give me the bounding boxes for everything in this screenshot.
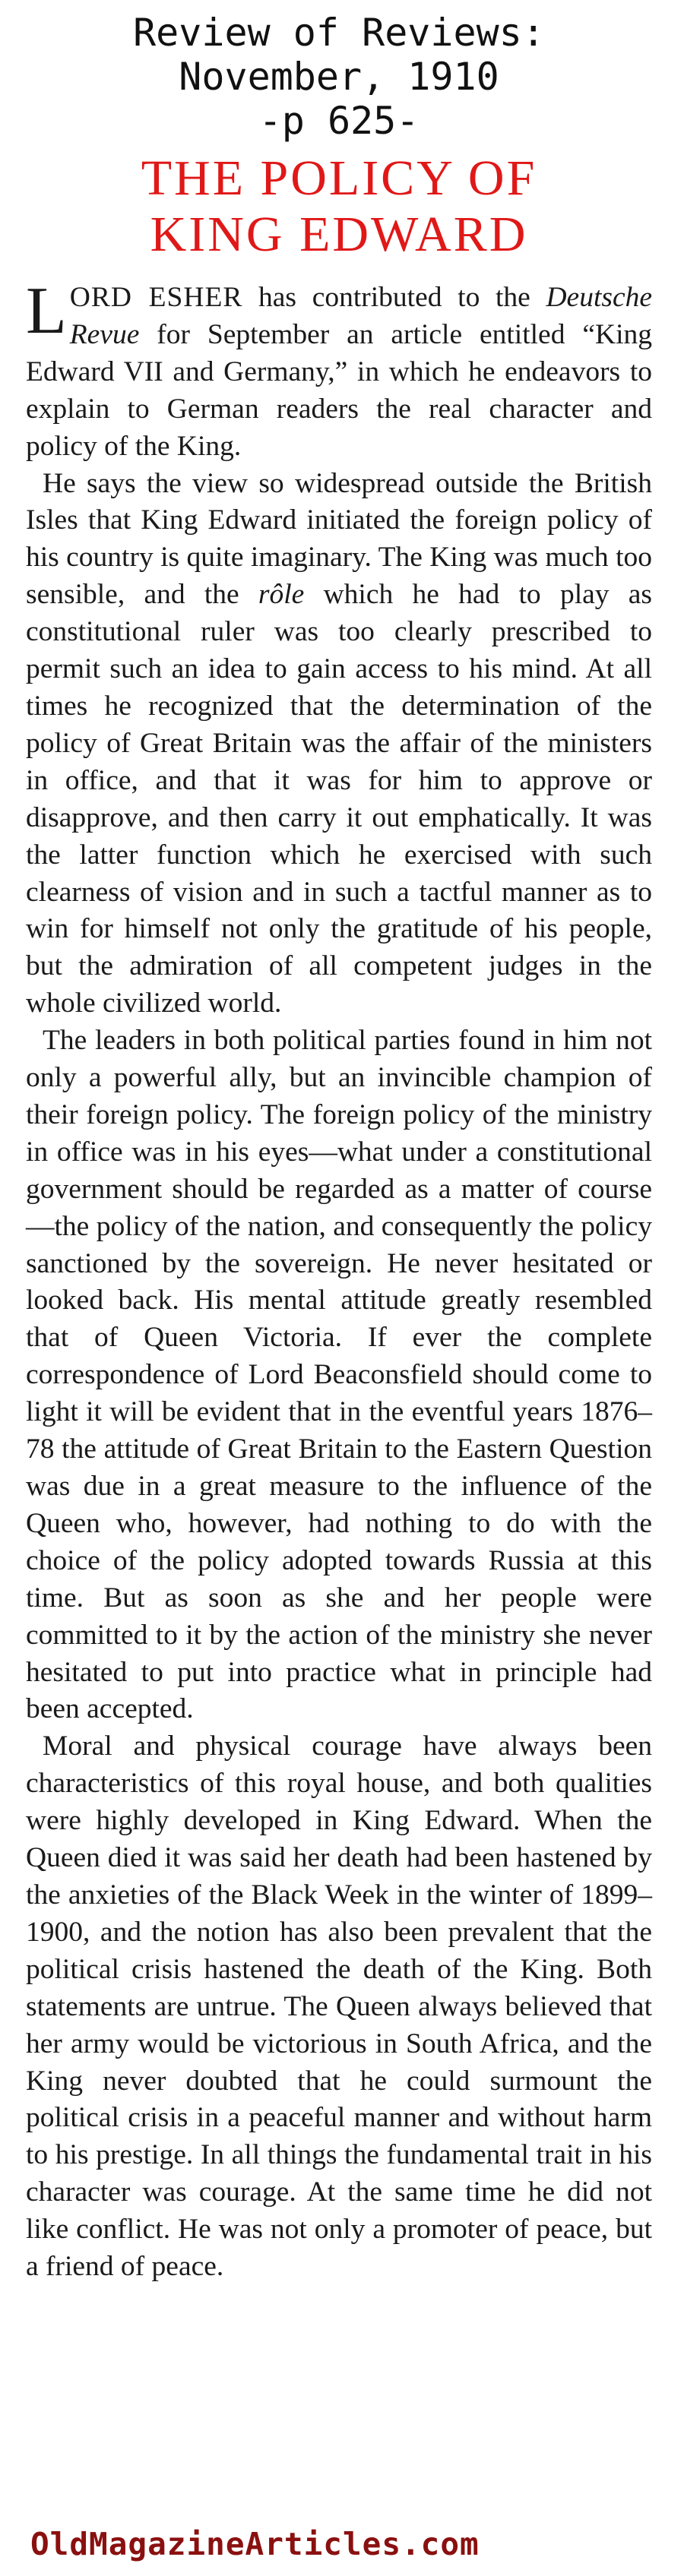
- article-title-line-2: KING EDWARD: [150, 207, 528, 262]
- site-watermark: OldMagazineArticles.com: [30, 2526, 480, 2562]
- paragraph-1-text-a: has contributed to the: [242, 282, 546, 313]
- italic-role: rôle: [258, 579, 305, 611]
- paragraph-1-text-b: for September an article entitled “King Edward VII and Germany,” in which he endeavors to explain to German readers the real character and policy of the King.: [26, 318, 652, 462]
- paragraph-4: Moral and physical courage have always been characteristics of this royal house, and both qualities were highly developed in King Edward. When the Queen died it was said her death had been hastened by the anxieties of the Black Week in the winter of 1899–1900, and the notion has also been prevalent that the political crisis hastened the death of the King. Both statements are untrue. The Queen always believed that her army would be victorious in South Africa, and the King never doubted that he could surmount the political crisis in a peaceful manner and without harm to his prestige. In all things the fundamental trait in his character was courage. At the same time he did not like conflict. He was not only a promoter of peace, but a friend of peace.: [26, 1731, 652, 2283]
- paragraph-2-text-a: He says the view so widespread outside the British Isles that King Edward initiated the foreign policy of his country is quite imaginary. The King was much too sensible, and the: [26, 467, 652, 611]
- paragraph-2-text-b: which he had to play as constitutional ruler was too clearly prescribed to permit such an idea to gain access to his mind. At all times he recognized that the determination of the policy of Great Britain was the affair of the ministers in office, and that it was for him to approve or disapprove, and then carry it out emphatically. It was the latter function which he exercised with such clearness of vision and in such a tactful manner as to win for himself not only the gratitude of his people, but the admiration of all competent judges in the whole civilized world.: [26, 579, 652, 1019]
- paragraph-3: The leaders in both political parties found in him not only a powerful ally, but an invincible champion of their foreign policy. The foreign policy of the ministry in office was in his eyes—what under a constitutional government should be regarded as a matter of course—the policy of the nation, and consequently the policy sanctioned by the sovereign. He never hesitated or looked back. His mental attitude greatly resembled that of Queen Victoria. If ever the complete correspondence of Lord Beaconsfield should come to light it will be evident that in the eventful years 1876–78 the attitude of Great Britain to the Eastern Question was due in a great measure to the influence of the Queen who, however, had nothing to do with the choice of the policy adopted towards Russia at this time. But as soon as she and her people were committed to it by the action of the ministry she never hesitated to put into practice what in principle had been accepted.: [26, 1025, 652, 1725]
- drop-cap: L: [26, 274, 67, 348]
- source-header: [26, 11, 652, 143]
- source-publication: Review of Reviews:: [133, 11, 545, 55]
- lead-words: ORD ESHER: [69, 282, 243, 313]
- source-date: November, 1910: [179, 55, 499, 99]
- article-title: [26, 150, 652, 263]
- paragraph-2: [26, 466, 652, 1023]
- article-body: [26, 274, 652, 2286]
- paragraph-1: [26, 274, 652, 466]
- publication-name: Deutsche Revue: [69, 282, 652, 350]
- source-page-number: -p 625-: [258, 99, 420, 143]
- article-title-line-1: THE POLICY OF: [141, 150, 537, 206]
